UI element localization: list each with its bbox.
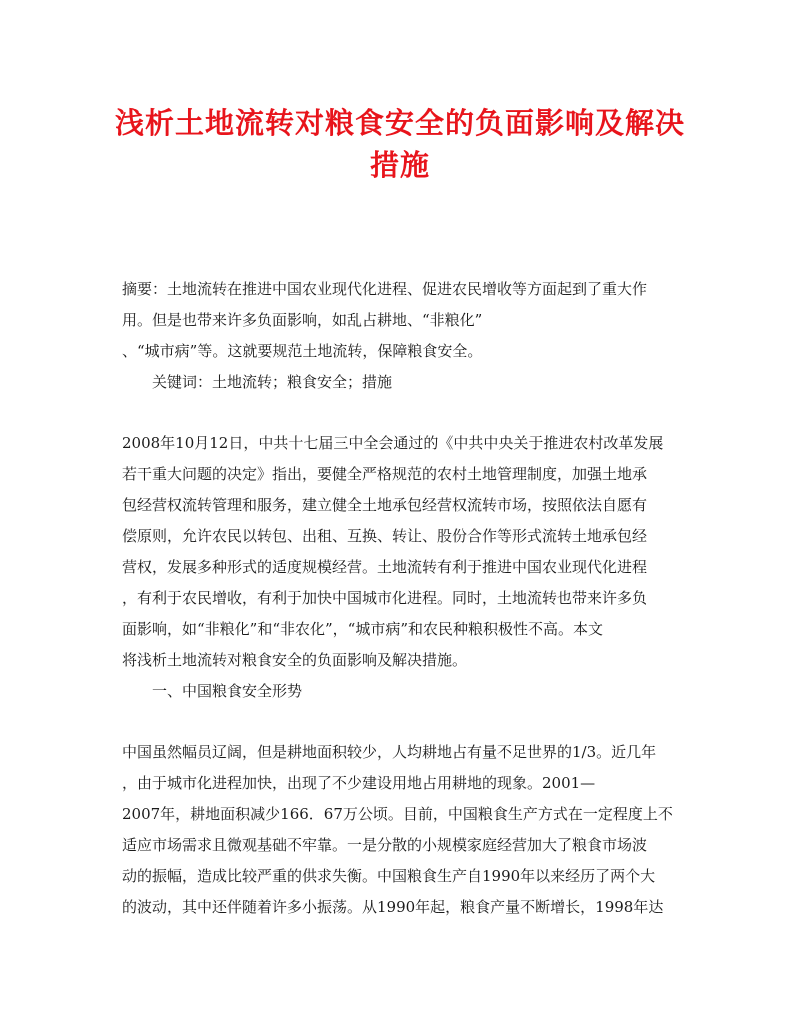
section1-line-6: 的波动，其中还伴随着许多小振荡。从1990年起，粮食产量不断增长，1998年达 xyxy=(122,898,664,916)
intro-line-3: 包经营权流转管理和服务，建立健全土地承包经营权流转市场，按照依法自愿有 xyxy=(122,496,648,514)
title-line-2: 措施 xyxy=(369,148,430,182)
section1-line-1: 中国虽然幅员辽阔，但是耕地面积较少，人均耕地占有量不足世界的1/3。近几年 xyxy=(122,743,657,761)
title-line-1: 浅析土地流转对粮食安全的负面影响及解决 xyxy=(114,106,685,140)
intro-line-6: ，有利于农民增收，有利于加快中国城市化进程。同时，土地流转也带来许多负 xyxy=(122,589,648,607)
section1-line-3: 2007年，耕地面积减少166．67万公顷。目前，中国粮食生产方式在一定程度上不 xyxy=(122,805,673,823)
abstract-line-1: 摘要：土地流转在推进中国农业现代化进程、促进农民增收等方面起到了重大作 xyxy=(122,280,648,298)
abstract-line-3: 、“城市病”等。这就要规范土地流转，保障粮食安全。 xyxy=(122,342,483,360)
section1-line-5: 动的振幅，造成比较严重的供求失衡。中国粮食生产自1990年以来经历了两个大 xyxy=(122,867,656,885)
abstract-line-2: 用。但是也带来许多负面影响，如乱占耕地、“非粮化” xyxy=(122,311,483,329)
keywords-line: 关键词：土地流转；粮食安全；措施 xyxy=(152,373,393,391)
section-heading: 一、中国粮食安全形势 xyxy=(152,682,303,700)
intro-line-2: 若干重大问题的决定》指出，要健全严格规范的农村土地管理制度，加强土地承 xyxy=(122,465,648,483)
intro-line-5: 营权，发展多种形式的适度规模经营。土地流转有利于推进中国农业现代化进程 xyxy=(122,558,648,576)
section1-line-2: ，由于城市化进程加快，出现了不少建设用地占用耕地的现象。2001— xyxy=(122,774,596,792)
section1-line-4: 适应市场需求且微观基础不牢靠。一是分散的小规模家庭经营加大了粮食市场波 xyxy=(122,836,648,854)
document-title xyxy=(110,102,690,186)
intro-line-8: 将浅析土地流转对粮食安全的负面影响及解决措施。 xyxy=(122,651,468,669)
intro-line-4: 偿原则，允许农民以转包、出租、互换、转让、股份合作等形式流转土地承包经 xyxy=(122,527,648,545)
intro-line-7: 面影响，如“非粮化”和“非农化”，“城市病”和农民种粮积极性不高。本文 xyxy=(122,620,604,638)
intro-line-1: 2008年10月12日，中共十七届三中全会通过的《中共中央关于推进农村改革发展 xyxy=(122,434,664,452)
